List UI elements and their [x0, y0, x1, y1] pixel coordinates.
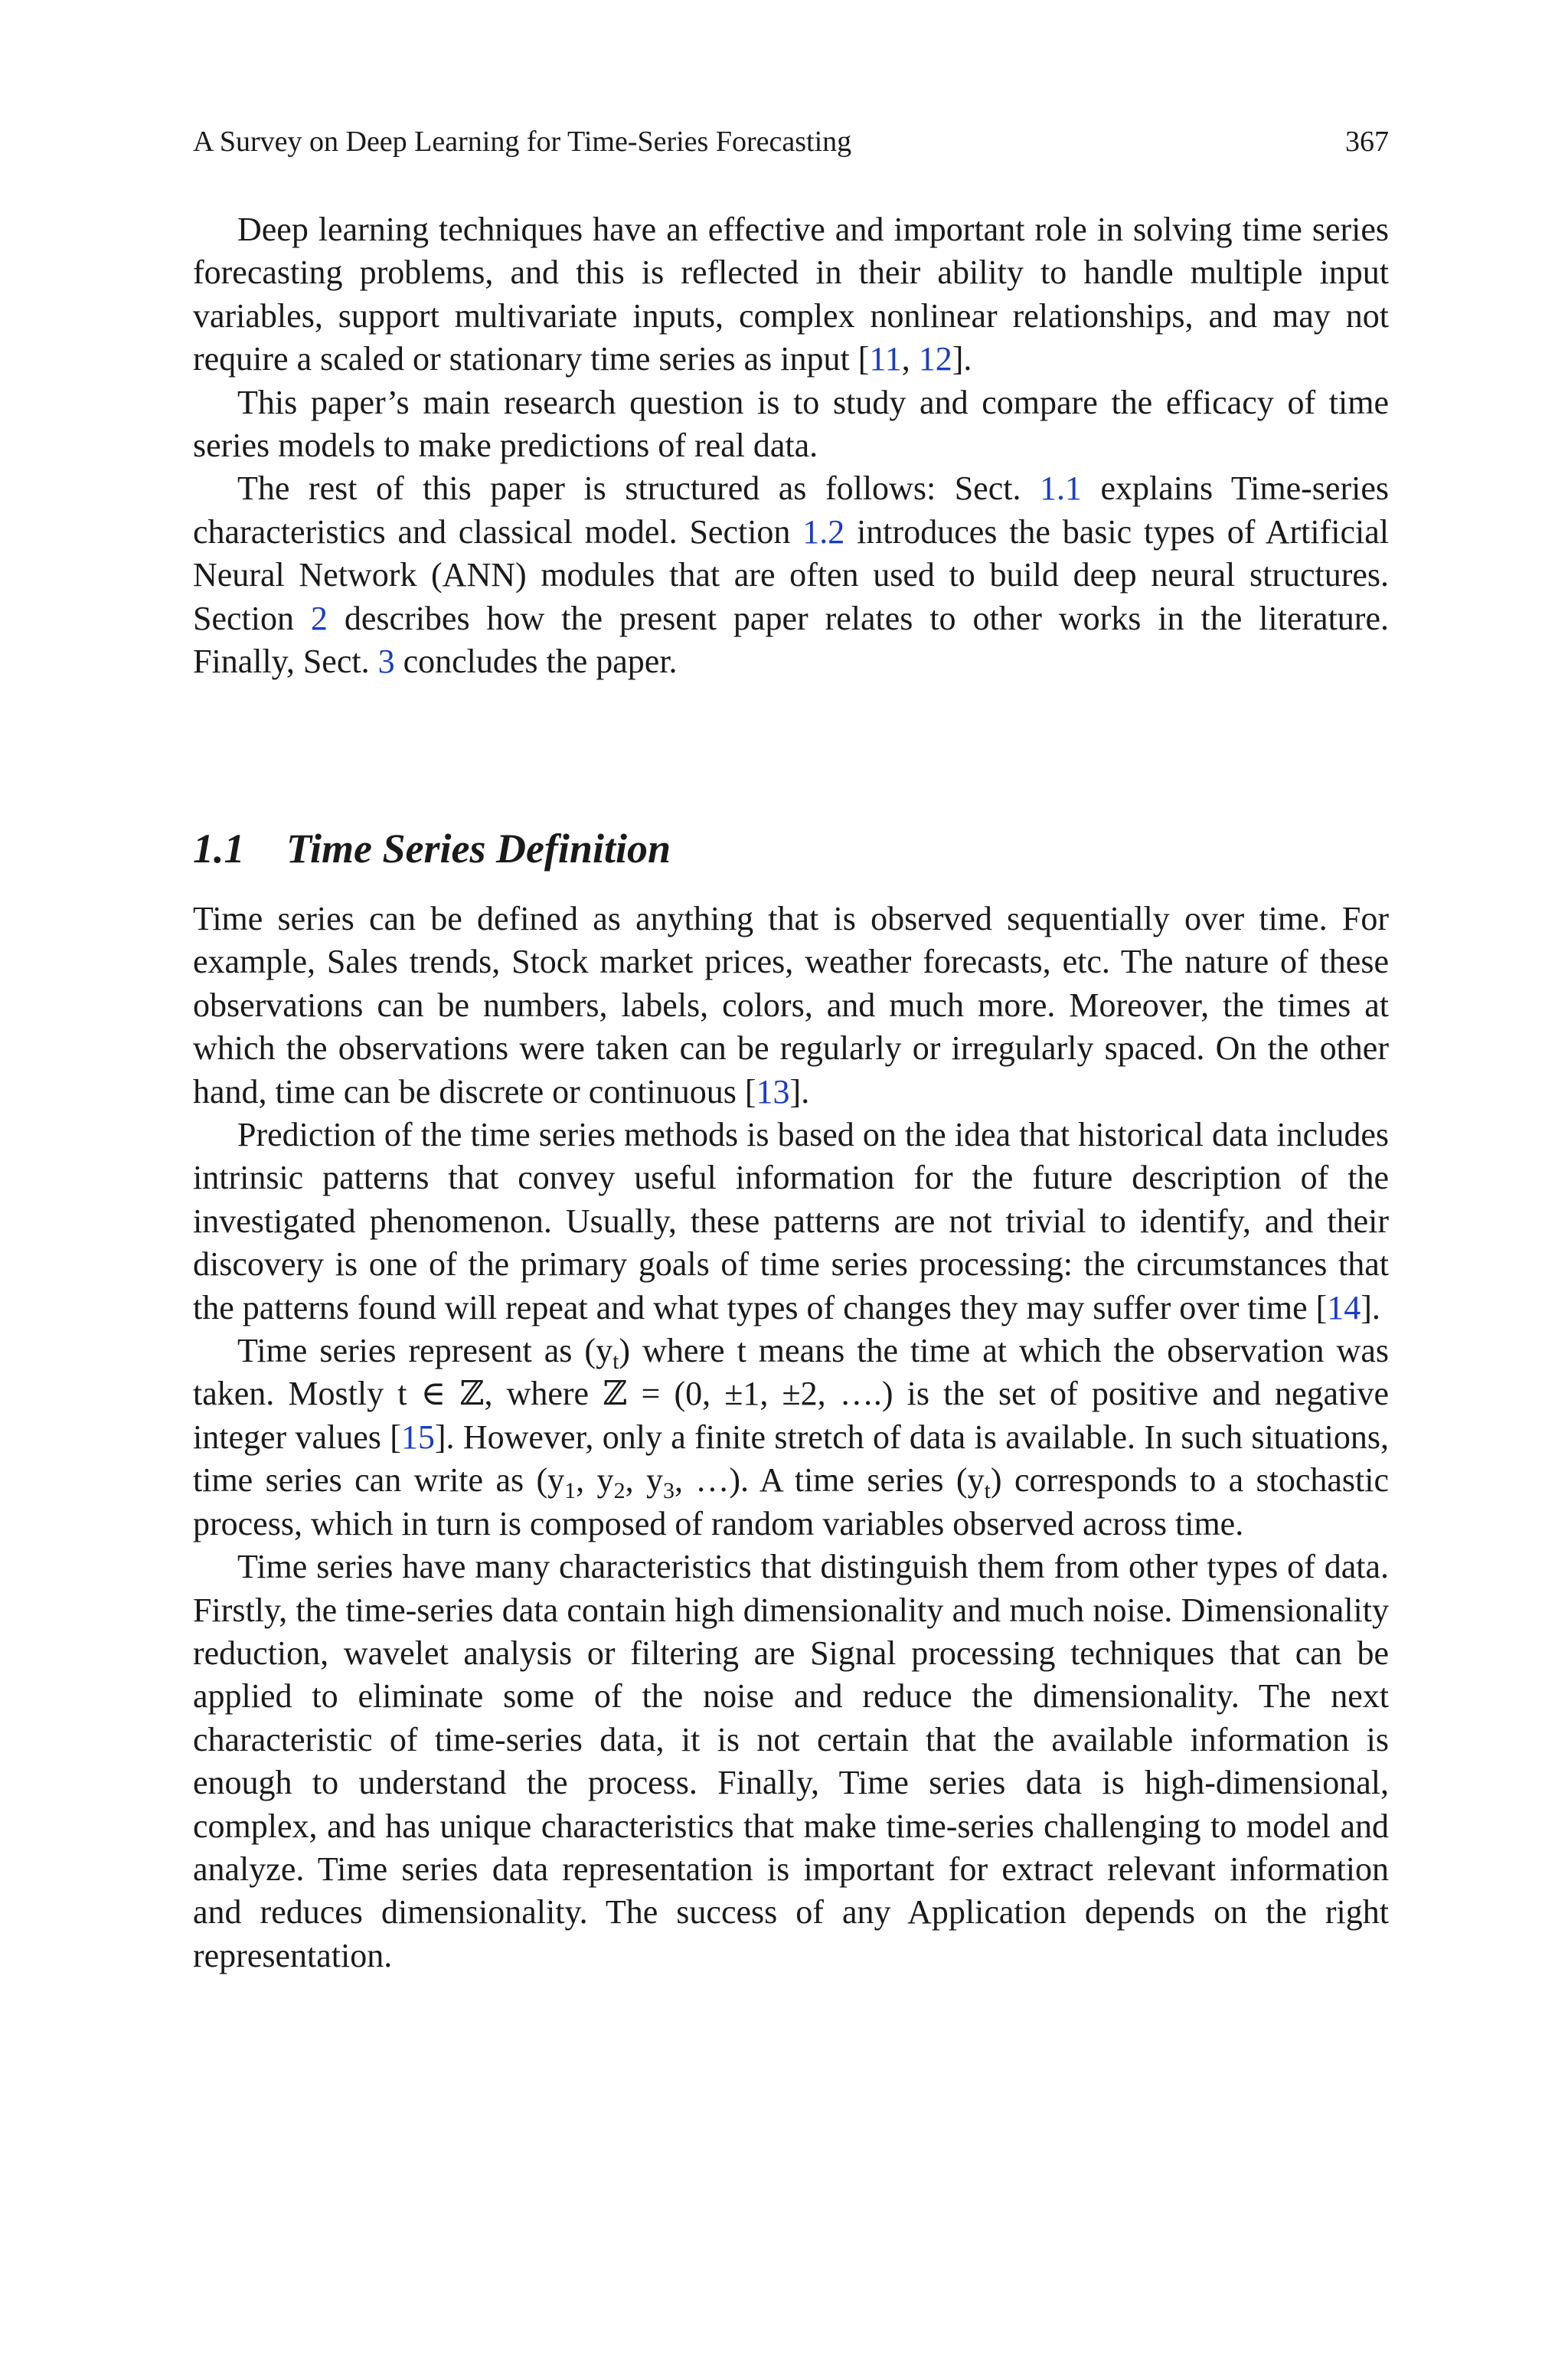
- text-run: ) where t means the time at which the observation was taken. Mostly t ∈ ℤ, where ℤ = (0, ±1, ±2, ….) is the set of positive and negative integer values [: [193, 1332, 1389, 1456]
- body-paragraph-1: [193, 898, 1389, 1114]
- text-run: , …). A time series (y: [674, 1461, 985, 1500]
- section-link-3[interactable]: 3: [377, 643, 395, 681]
- text-run: concludes the paper.: [394, 643, 678, 681]
- body-paragraph-2: [193, 1114, 1389, 1330]
- running-title: A Survey on Deep Learning for Time-Series Forecasting: [193, 126, 852, 158]
- running-head: [193, 125, 1389, 159]
- page-number: 367: [1345, 126, 1389, 158]
- text-run: ]. However, only a finite stretch of data is available. In such situations, time series can write as (y: [193, 1418, 1389, 1500]
- text-run: ].: [789, 1072, 810, 1110]
- body-paragraph-3: [193, 1330, 1389, 1546]
- paper-page: [193, 0, 1389, 2378]
- text-run: , y: [576, 1461, 614, 1500]
- citation-link-13[interactable]: 13: [756, 1072, 790, 1110]
- text-run: Deep learning techniques have an effective and important role in solving time series forecasting problems, and this is reflected in their ability to handle multiple input variables, support multivariate inputs, complex nonlinear relationships, and may not require a scaled or stationary time series as input [: [193, 211, 1389, 378]
- subscript: 2: [613, 1478, 626, 1504]
- text-run: , y: [625, 1461, 663, 1500]
- subscript: 3: [662, 1478, 675, 1504]
- text-run: Prediction of the time series methods is based on the idea that historical data includes intrinsic patterns that convey useful information for the future description of the investigated phenomenon. Usually, these patterns are not trivial to identify, and their discovery is one of the primary goals of time series processing: the circumstances that the patterns found will repeat and what types of changes they may suffer over time [: [193, 1116, 1389, 1326]
- text-run: introduces the basic types of Artificial Neural Network (ANN) modules that are often used to build deep neural structures. Section: [193, 512, 1389, 637]
- text-run: ].: [1361, 1288, 1380, 1326]
- section-heading: [193, 823, 671, 874]
- subscript: t: [612, 1349, 619, 1375]
- intro-paragraph-3: [193, 467, 1389, 683]
- section-title: Time Series Definition: [286, 825, 671, 872]
- text-run: ) corresponds to a stochastic process, which in turn is composed of random variables observed across time.: [193, 1461, 1390, 1542]
- intro-text: [193, 208, 1389, 683]
- citation-link-12[interactable]: 12: [918, 340, 952, 378]
- section-body: [193, 898, 1389, 1977]
- citation-link-15[interactable]: 15: [400, 1418, 435, 1456]
- intro-paragraph-2: This paper’s main research question is to study and compare the efficacy of time series models to make predictions of real data.: [193, 383, 1389, 465]
- citation-link-14[interactable]: 14: [1327, 1288, 1361, 1326]
- text-run: ,: [901, 340, 919, 378]
- section-link-1-2[interactable]: 1.2: [802, 512, 845, 551]
- section-link-2[interactable]: 2: [310, 599, 328, 637]
- intro-paragraph-1: [193, 208, 1389, 381]
- citation-link-11[interactable]: 11: [869, 340, 902, 378]
- subscript: t: [984, 1478, 991, 1504]
- text-run: Time series can be defined as anything that is observed sequentially over time. For example, Sales trends, Stock market prices, weather forecasts, etc. The nature of these observations can be numbers, labels, colors, and much more. Moreover, the times at which the observations were taken can be regularly or irregularly spaced. On the other hand, time can be discrete or continuous [: [193, 900, 1389, 1110]
- section-number: 1.1: [193, 825, 245, 872]
- text-run: describes how the present paper relates to other works in the literature. Finally, Sect.: [193, 599, 1389, 681]
- text-run: The rest of this paper is structured as follows: Sect.: [237, 469, 1040, 508]
- body-paragraph-4: Time series have many characteristics that distinguish them from other types of data. Firstly, the time-series data contain high dimensionality and much noise. Dimensionality reduction, wavelet analysis or filtering are Signal processing techniques that can be applied to eliminate some of the noise and reduce the dimensionality. The next characteristic of time-series data, it is not certain that the available information is enough to understand the process. Finally, Time series data is high-dimensional, complex, and has unique characteristics that make time-series challenging to model and analyze. Time series data representation is important for extract relevant information and reduces dimensionality. The success of any Application depends on the right representation.: [193, 1548, 1389, 1974]
- subscript: 1: [564, 1478, 577, 1504]
- text-run: ].: [952, 340, 972, 378]
- text-run: explains Time-series characteristics and classical model. Section: [193, 469, 1389, 551]
- text-run: Time series represent as (y: [237, 1332, 613, 1370]
- section-link-1-1[interactable]: 1.1: [1039, 469, 1082, 508]
